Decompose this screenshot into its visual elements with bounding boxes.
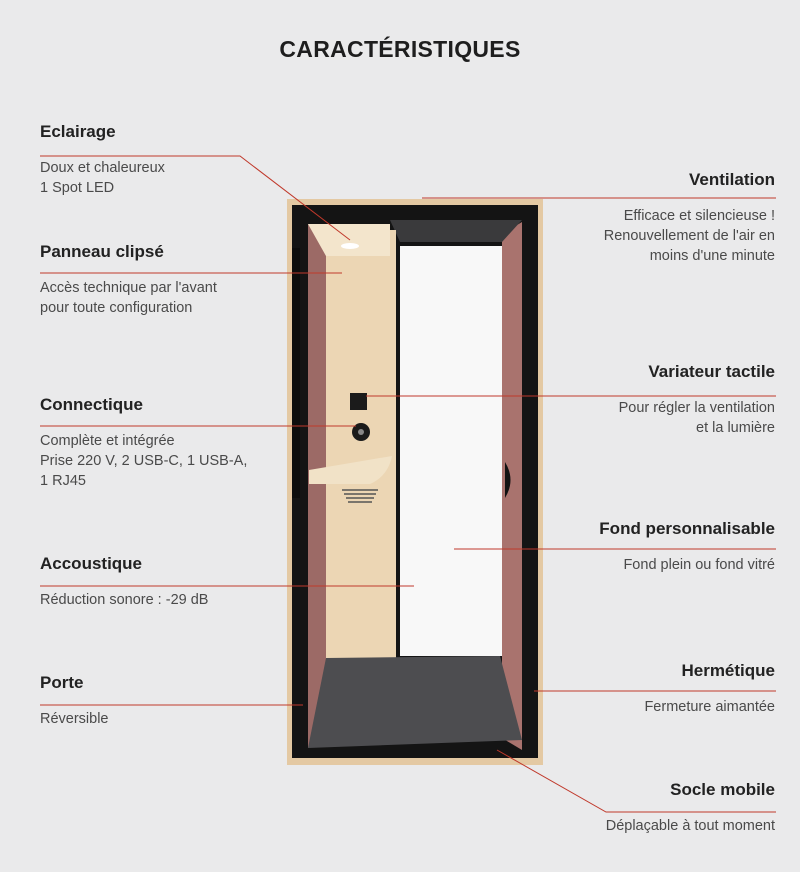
desc-line: Doux et chaleureux: [40, 160, 165, 176]
feature-name: Hermétique: [681, 661, 775, 680]
feature-panneau-clipse: [40, 242, 300, 318]
desc-line: Réversible: [40, 711, 109, 727]
feature-name: Ventilation: [689, 170, 775, 189]
desc-line: et la lumière: [696, 420, 775, 436]
desc-line: Prise 220 V, 2 USB-C, 1 USB-A,: [40, 453, 248, 469]
feature-desc: [40, 590, 300, 610]
feature-desc: [515, 697, 775, 717]
desc-line: Accès technique par l'avant: [40, 280, 217, 296]
desc-line: Pour régler la ventilation: [618, 400, 775, 416]
desc-line: Réduction sonore : -29 dB: [40, 592, 209, 608]
feature-eclairage: [40, 122, 300, 198]
feature-desc: [515, 206, 775, 266]
desc-line: 1 RJ45: [40, 473, 86, 489]
feature-connectique: [40, 395, 300, 491]
page-title: CARACTÉRISTIQUES: [279, 36, 521, 62]
desc-line: Déplaçable à tout moment: [605, 818, 775, 834]
feature-variateur-tactile: [515, 362, 775, 438]
feature-name: Socle mobile: [670, 780, 775, 799]
feature-ventilation: [515, 170, 775, 266]
feature-desc: [515, 398, 775, 438]
desc-line: Renouvellement de l'air en: [603, 228, 775, 244]
desc-line: pour toute configuration: [40, 300, 193, 316]
feature-desc: [515, 555, 775, 575]
feature-porte: [40, 673, 300, 729]
feature-desc: [515, 816, 775, 836]
feature-name: Eclairage: [40, 122, 116, 141]
desc-line: 1 Spot LED: [40, 180, 115, 196]
feature-desc: [40, 278, 300, 318]
desc-line: moins d'une minute: [649, 248, 775, 264]
feature-socle-mobile: [515, 780, 775, 836]
feature-desc: [40, 709, 300, 729]
feature-accoustique: [40, 554, 300, 610]
desc-line: Complète et intégrée: [40, 433, 175, 449]
feature-name: Variateur tactile: [648, 362, 775, 381]
feature-hermetique: [515, 661, 775, 717]
feature-name: Fond personnalisable: [599, 519, 775, 538]
feature-name: Panneau clipsé: [40, 242, 164, 261]
feature-desc: [40, 158, 300, 198]
desc-line: Efficace et silencieuse !: [623, 208, 775, 224]
feature-fond-personnalisable: [515, 519, 775, 575]
desc-line: Fond plein ou fond vitré: [623, 557, 775, 573]
feature-desc: [40, 431, 300, 491]
feature-name: Accoustique: [40, 554, 143, 573]
desc-line: Fermeture aimantée: [644, 699, 775, 715]
feature-name: Connectique: [40, 395, 143, 414]
feature-name: Porte: [40, 673, 84, 692]
